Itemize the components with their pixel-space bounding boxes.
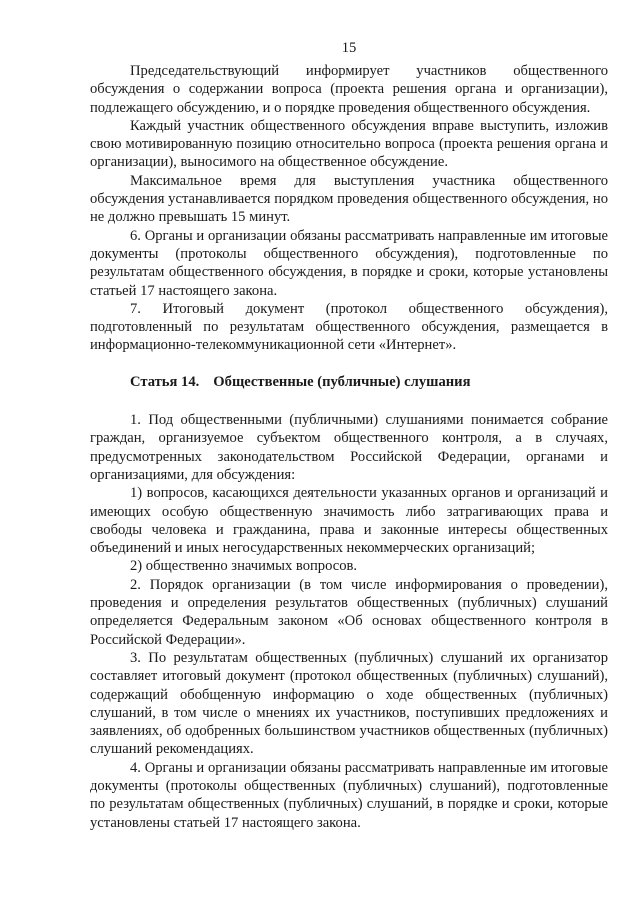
paragraph-participant-right: Каждый участник общественного обсуждения вправе выступить, изложив свою мотивированную позицию относительно вопроса (проекта решения органа и организации), выносимого на общественное обсуждение.	[90, 117, 608, 171]
article-heading	[90, 373, 608, 391]
paragraph-article-item-1: 1. Под общественными (публичными) слушаниями понимается собрание граждан, организуемое субъектом общественного контроля, а в случаях, предусмотренных законодательством Российской Федерации, органами и организациями, для обсуждения:	[90, 412, 608, 483]
paragraph-article-item-2: 2. Порядок организации (в том числе информирования о проведении), проведения и определения результатов общественных (публичных) слушаний определяется Федеральным законом «Об основах общественного контроля в Российской Федерации».	[90, 576, 608, 648]
paragraph-max-time: Максимальное время для выступления участника общественного обсуждения устанавливается порядком проведения общественного обсуждения, но не должно превышать 15 минут.	[90, 172, 608, 226]
paragraph-item-7: 7. Итоговый документ (протокол общественного обсуждения), подготовленный по результатам общественного обсуждения, размещается в информационно-телекоммуникационной сети «Интернет».	[90, 300, 608, 354]
paragraph-subitem-1: 1) вопросов, касающихся деятельности указанных органов и организаций и имеющих особую общественную значимость либо затрагивающих права и свободы человека и гражданина, права и законные интересы общественных объединений и иных негосударственных некоммерческих организаций;	[90, 485, 608, 557]
paragraph-item-6: 6. Органы и организации обязаны рассматривать направленные им итоговые документы (протоколы общественного обсуждения), подготовленные по результатам общественного обсуждения, в порядке и сроки, которые установлены статьей 17 настоящего закона.	[90, 227, 608, 299]
page-number: 15	[341, 40, 357, 56]
paragraph-article-item-4: 4. Органы и организации обязаны рассматривать направленные им итоговые документы (протоколы общественных (публичных) слушаний), подготовленные по результатам общественных (публичных) слушаний, в порядке и сроки, которые установлены статьей 17 настоящего закона.	[90, 759, 608, 831]
document-body	[90, 62, 608, 832]
paragraph-subitem-2: 2) общественно значимых вопросов.	[130, 558, 358, 575]
paragraph-chair-informs: Председательствующий информирует участников общественного обсуждения о содержании вопроса (проекта решения органа и организации), подлежащего обсуждению, и о порядке проведения общественного обсуждения.	[90, 63, 608, 116]
article-number: Статья 14.	[130, 373, 200, 390]
paragraph-article-item-3: 3. По результатам общественных (публичных) слушаний их организатор составляет итоговый документ (протокол общественных (публичных) слушаний), содержащий обобщенную информацию о ходе общественных (публичных) слушаний, в том числе о мнениях их участников, поступивших предложениях и заявлениях, об одобренных большинством участников общественных (публичных) слушаний рекомендациях.	[90, 649, 608, 758]
article-title: Общественные (публичные) слушания	[213, 373, 471, 390]
